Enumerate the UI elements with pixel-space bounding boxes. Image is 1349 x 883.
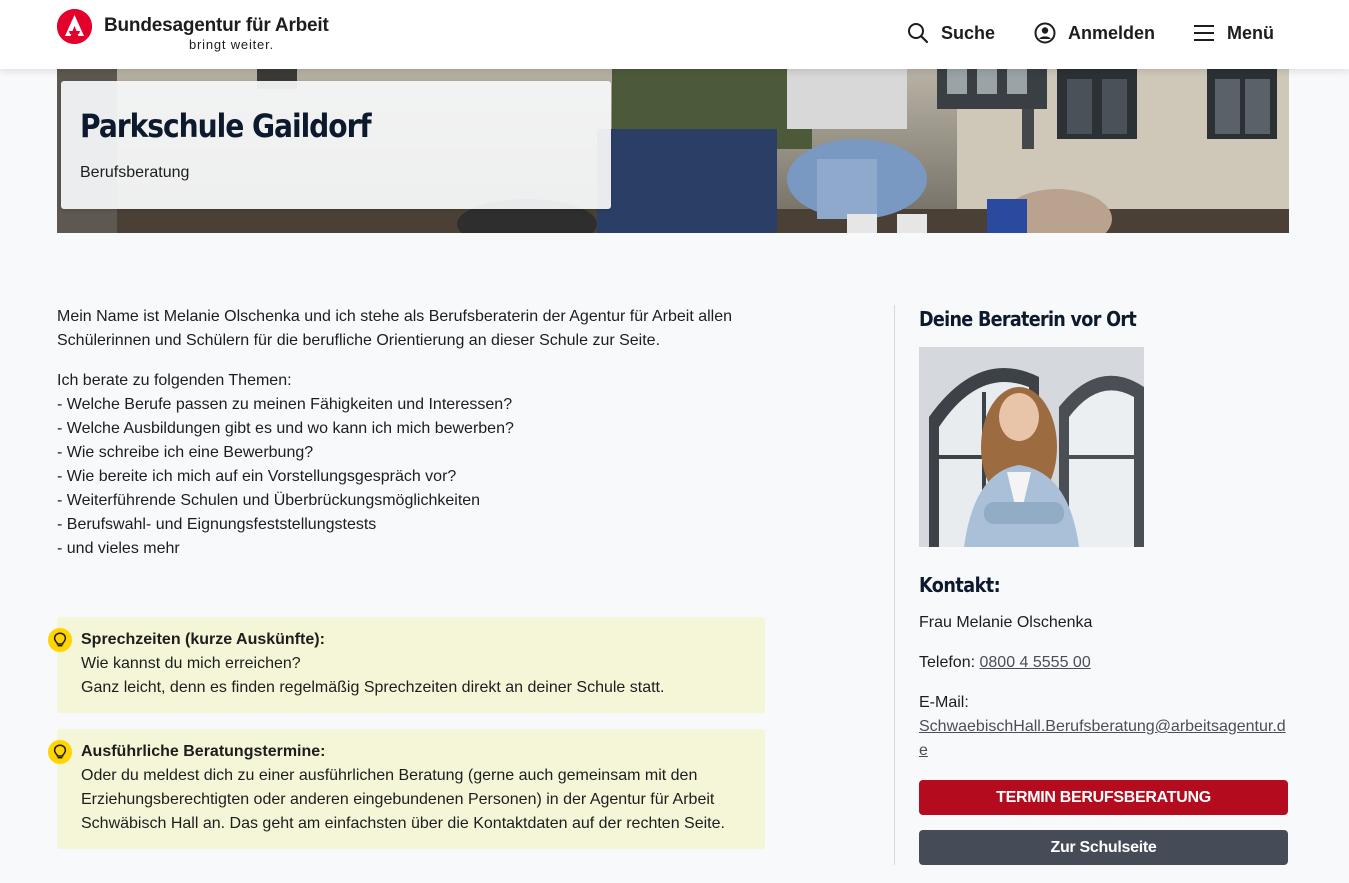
infobox-title: Sprechzeiten (kurze Auskünfte): bbox=[81, 631, 325, 648]
search-icon bbox=[907, 22, 929, 44]
search-label: Suche bbox=[941, 22, 996, 43]
email-link[interactable]: SchwaebischHall.Berufsberatung@arbeitsagentur.de bbox=[919, 718, 1286, 759]
list-item: - Welche Berufe passen zu meinen Fähigkeiten und Interessen? bbox=[57, 396, 513, 413]
sidebar-title: Deine Beraterin vor Ort bbox=[919, 307, 1137, 331]
infobox-title: Ausführliche Beratungstermine: bbox=[81, 743, 326, 760]
infobox-text: Ganz leicht, denn es finden regelmäßig Sprechzeiten direkt an deiner Schule statt. bbox=[81, 679, 665, 696]
intro-text: Mein Name ist Melanie Olschenka und ich stehe als Berufsberaterin der Agentur für Arbeit allen Schülerinnen und Schülern für die berufliche Orientierung an dieser Schule zur Seite. bbox=[57, 308, 733, 349]
login-button[interactable] bbox=[1034, 20, 1155, 46]
infobox-office-hours bbox=[57, 617, 765, 713]
list-item: - und vieles mehr bbox=[57, 540, 180, 557]
advisor-name: Frau Melanie Olschenka bbox=[919, 614, 1093, 631]
hero-title-card bbox=[61, 81, 611, 209]
lightbulb-icon bbox=[48, 740, 72, 764]
advisor-portrait bbox=[919, 347, 1144, 547]
contact-title: Kontakt: bbox=[919, 573, 1001, 597]
list-item: - Welche Ausbildungen gibt es und wo kann ich mich bewerben? bbox=[57, 420, 514, 437]
search-button[interactable] bbox=[907, 20, 995, 46]
login-label: Anmelden bbox=[1068, 22, 1156, 43]
phone-link[interactable]: 0800 4 5555 00 bbox=[979, 654, 1091, 671]
infobox-text: Oder du meldest dich zu einer ausführlichen Beratung (gerne auch gemeinsam mit den Erziehungsberechtigten oder anderen eingebundenen Personen) in der Agentur für Arbeit Schwäbisch Hall an. Das geht am einfachsten über die Kontaktdaten auf der rechten Seite. bbox=[81, 767, 725, 832]
menu-label: Menü bbox=[1227, 22, 1274, 43]
list-item: - Wie schreibe ich eine Bewerbung? bbox=[57, 444, 314, 461]
list-item: - Weiterführende Schulen und Überbrückungsmöglichkeiten bbox=[57, 492, 481, 509]
phone-line bbox=[919, 651, 1091, 675]
topics-list bbox=[57, 369, 757, 561]
logo-tagline: bringt weiter. bbox=[189, 37, 274, 52]
user-circle-icon bbox=[1034, 22, 1056, 44]
logo-title[interactable]: Bundesagentur für Arbeit bbox=[104, 15, 329, 36]
book-counseling-button[interactable]: TERMIN BERUFSBERATUNG bbox=[919, 780, 1288, 815]
hamburger-menu-icon bbox=[1193, 22, 1215, 44]
email-label: E-Mail: bbox=[919, 694, 969, 711]
ba-logo-icon[interactable] bbox=[57, 9, 92, 44]
page-title: Parkschule Gaildorf bbox=[80, 107, 371, 145]
lightbulb-icon bbox=[48, 628, 72, 652]
topics-heading: Ich berate zu folgenden Themen: bbox=[57, 372, 292, 389]
sidebar-divider bbox=[894, 305, 895, 865]
phone-label: Telefon: bbox=[919, 654, 976, 671]
infobox-text: Wie kannst du mich erreichen? bbox=[81, 655, 301, 672]
infobox-appointments bbox=[57, 729, 765, 849]
school-page-button[interactable]: Zur Schulseite bbox=[919, 830, 1288, 865]
menu-button[interactable] bbox=[1193, 20, 1274, 46]
list-item: - Berufswahl- und Eignungsfeststellungstests bbox=[57, 516, 377, 533]
page-subtitle: Berufsberatung bbox=[80, 164, 190, 181]
list-item: - Wie bereite ich mich auf ein Vorstellungsgespräch vor? bbox=[57, 468, 457, 485]
site-header bbox=[0, 0, 1349, 69]
